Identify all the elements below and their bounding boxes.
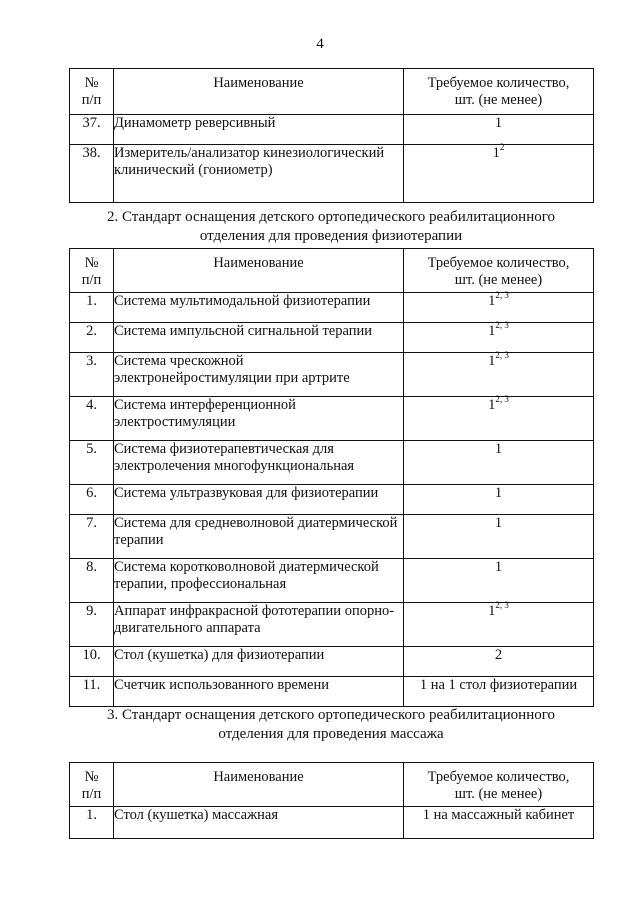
row-number: 10. — [70, 647, 114, 677]
section-2-title — [69, 208, 593, 246]
row-number: 1. — [70, 807, 114, 839]
table-row — [70, 677, 594, 707]
header-num: № п/п — [70, 69, 114, 115]
section-2-title-line2: отделения для проведения физиотерапии — [199, 228, 463, 244]
section-3-title-line2: отделения для проведения массажа — [218, 726, 444, 742]
table-row — [70, 807, 594, 839]
table-row — [70, 145, 594, 203]
quantity-value: 1 — [494, 115, 503, 131]
footnote-marker: 2, 3 — [495, 290, 509, 301]
table-row — [70, 515, 594, 559]
item-name: Счетчик использованного времени — [114, 677, 404, 707]
header-name: Наименование — [114, 763, 404, 807]
item-quantity — [404, 320, 594, 353]
table-row — [70, 441, 594, 485]
item-name: Аппарат инфракрасной фототерапии опорно-двигательного аппарата — [114, 603, 404, 647]
item-name: Система мультимодальной физиотерапии — [114, 293, 404, 323]
item-name: Система для средневолновой диатермической терапии — [114, 515, 404, 559]
item-quantity — [404, 647, 594, 677]
row-number: 2. — [70, 323, 114, 353]
table-header-row — [70, 763, 594, 807]
item-quantity — [404, 441, 594, 485]
table-row — [70, 293, 594, 323]
row-number: 11. — [70, 677, 114, 707]
quantity-value: 1 — [492, 145, 500, 161]
header-name: Наименование — [114, 69, 404, 115]
row-number: 8. — [70, 559, 114, 603]
table-header-row — [70, 249, 594, 293]
header-num: № п/п — [70, 763, 114, 807]
item-name: Система чрескожной электронейростимуляции при артрите — [114, 353, 404, 397]
footnote-marker: 2, 3 — [495, 320, 509, 331]
page-number: 4 — [316, 36, 324, 52]
footnote-marker: 2, 3 — [495, 350, 509, 361]
table-row — [70, 647, 594, 677]
section-2-title-line1: 2. Стандарт оснащения детского ортопедического реабилитационного — [106, 209, 556, 225]
header-qty: Требуемое количество, шт. (не менее) — [404, 249, 594, 293]
section-3-title-line1: 3. Стандарт оснащения детского ортопедического реабилитационного — [106, 707, 556, 723]
row-number: 9. — [70, 603, 114, 647]
item-quantity — [404, 485, 594, 515]
header-qty: Требуемое количество, шт. (не менее) — [404, 763, 594, 807]
quantity-value: 1 — [488, 353, 496, 369]
item-quantity — [404, 677, 594, 707]
header-qty: Требуемое количество, шт. (не менее) — [404, 69, 594, 115]
quantity-value: 1 — [488, 603, 496, 619]
footnote-marker: 2, 3 — [495, 600, 509, 611]
quantity-value: 1 на 1 стол физиотерапии — [419, 677, 578, 693]
quantity-value: 1 — [488, 293, 496, 309]
quantity-value: 1 — [494, 515, 503, 531]
table-row — [70, 603, 594, 647]
item-name: Система импульсной сигнальной терапии — [114, 323, 404, 353]
equipment-table-2 — [69, 248, 594, 707]
item-name: Стол (кушетка) для физиотерапии — [114, 647, 404, 677]
item-name: Измеритель/анализатор кинезиологический клинический (гониометр) — [114, 145, 404, 203]
item-name: Система коротковолновой диатермической терапии, профессиональная — [114, 559, 404, 603]
quantity-value: 1 — [494, 441, 503, 457]
item-quantity — [404, 807, 594, 839]
table-row — [70, 115, 594, 145]
equipment-table-3 — [69, 762, 594, 839]
quantity-value: 1 — [488, 397, 496, 413]
header-name: Наименование — [114, 249, 404, 293]
quantity-value: 1 — [494, 559, 503, 575]
row-number: 3. — [70, 353, 114, 397]
table-row — [70, 485, 594, 515]
row-number: 37. — [70, 115, 114, 145]
item-quantity — [404, 142, 594, 203]
equipment-table-1 — [69, 68, 594, 203]
footnote-marker: 2 — [499, 142, 505, 153]
quantity-value: 1 на массажный кабинет — [422, 807, 575, 823]
item-quantity — [404, 394, 594, 441]
table-row — [70, 353, 594, 397]
section-3-title — [69, 706, 593, 744]
row-number: 5. — [70, 441, 114, 485]
item-name: Система ультразвуковая для физиотерапии — [114, 485, 404, 515]
row-number: 6. — [70, 485, 114, 515]
footnote-marker: 2, 3 — [495, 394, 509, 405]
item-quantity — [404, 115, 594, 145]
row-number: 1. — [70, 293, 114, 323]
row-number: 4. — [70, 397, 114, 441]
table-row — [70, 323, 594, 353]
item-name: Система физиотерапевтическая для электролечения многофункциональная — [114, 441, 404, 485]
item-quantity — [404, 600, 594, 647]
quantity-value: 2 — [494, 647, 503, 663]
item-name: Стол (кушетка) массажная — [114, 807, 404, 839]
table-header-row — [70, 69, 594, 115]
item-quantity — [404, 350, 594, 397]
item-quantity — [404, 290, 594, 323]
item-name: Система интерференционной электростимуляции — [114, 397, 404, 441]
quantity-value: 1 — [488, 323, 496, 339]
row-number: 38. — [70, 145, 114, 203]
item-quantity — [404, 559, 594, 603]
item-quantity — [404, 515, 594, 559]
quantity-value: 1 — [494, 485, 503, 501]
row-number: 7. — [70, 515, 114, 559]
header-num: № п/п — [70, 249, 114, 293]
table-row — [70, 397, 594, 441]
item-name: Динамометр реверсивный — [114, 115, 404, 145]
table-row — [70, 559, 594, 603]
